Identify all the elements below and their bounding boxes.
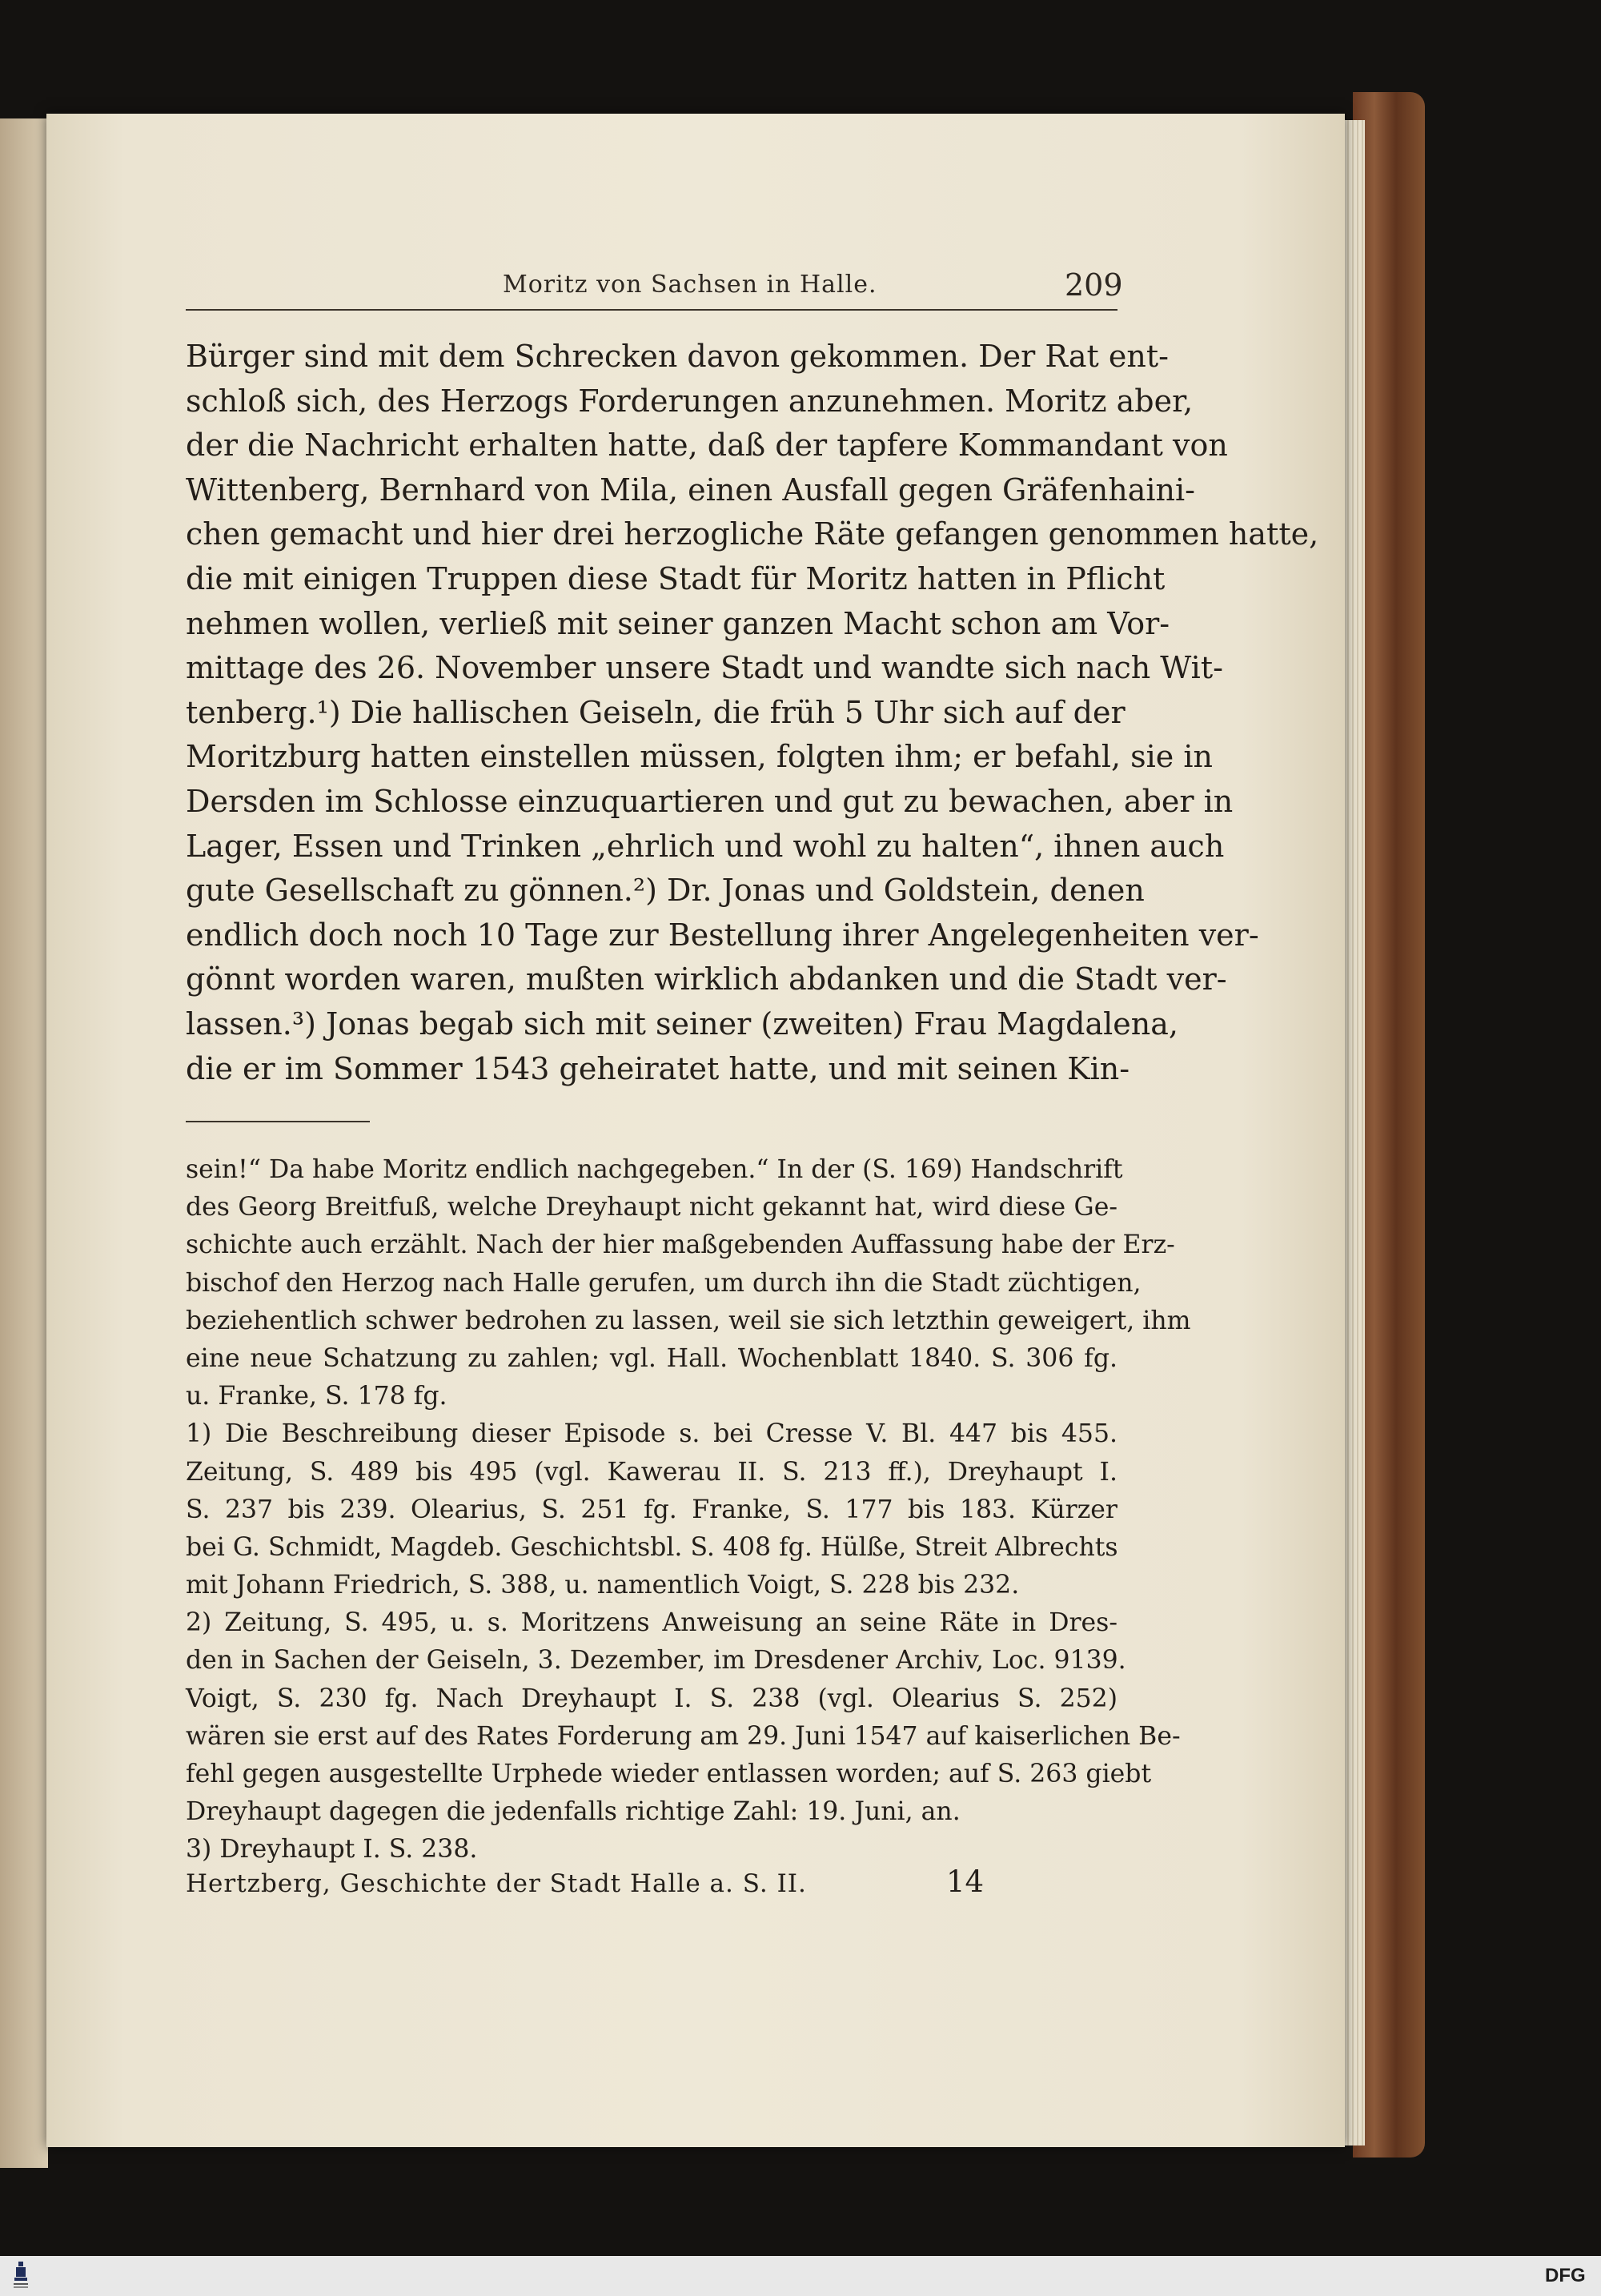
footnote-line: wären sie erst auf des Rates Forderung am 29. Juni 1547 auf kaiserlichen Be-	[186, 1721, 1181, 1751]
body-line: die er im Sommer 1543 geheiratet hatte, und mit seinen Kin-	[186, 1050, 1130, 1086]
body-line: der die Nachricht erhalten hatte, daß der tapfere Kommandant von	[186, 427, 1228, 464]
footnote-rule	[186, 1121, 370, 1122]
left-page-edge	[0, 118, 48, 2168]
body-line: mittage des 26. November unsere Stadt und wandte sich nach Wit-	[186, 650, 1223, 686]
footnote-line: bischof den Herzog nach Halle gerufen, um durch ihn die Stadt züchtigen,	[186, 1268, 1142, 1298]
body-line: tenberg.¹) Die hallischen Geiseln, die früh 5 Uhr sich auf der	[186, 694, 1126, 730]
printer-signature: Hertzberg, Geschichte der Stadt Halle a. S. II.	[186, 1869, 807, 1898]
body-line: chen gemacht und hier drei herzogliche Räte gefangen genommen hatte,	[186, 516, 1319, 552]
body-line: gönnt worden waren, mußten wirklich abdanken und die Stadt ver-	[186, 961, 1227, 997]
body-line: gute Gesellschaft zu gönnen.²) Dr. Jonas und Goldstein, denen	[186, 873, 1145, 909]
body-line: Bürger sind mit dem Schrecken davon gekommen. Der Rat ent-	[186, 339, 1169, 374]
footnote-line: Voigt, S. 230 fg. Nach Dreyhaupt I. S. 238 (vgl. Olearius S. 252)	[186, 1684, 1117, 1713]
body-text	[186, 335, 1319, 1091]
footnote-line: schichte auch erzählt. Nach der hier maßgebenden Auffassung habe der Erz-	[186, 1230, 1175, 1260]
footnote-line: u. Franke, S. 178 fg.	[186, 1382, 447, 1411]
body-line: schloß sich, des Herzogs Forderungen anzunehmen. Moritz aber,	[186, 383, 1194, 419]
header-rule	[186, 309, 1117, 311]
running-head: Moritz von Sachsen in Halle.	[503, 271, 877, 299]
footnote-line: sein!“ Da habe Moritz endlich nachgegeben.“ In der (S. 169) Handschrift	[186, 1155, 1123, 1184]
library-crest-icon	[11, 2260, 30, 2292]
footnote-line: 3) Dreyhaupt I. S. 238.	[186, 1835, 478, 1864]
footnote-line: beziehentlich schwer bedrohen zu lassen, weil sie sich letzthin geweigert, ihm	[186, 1306, 1191, 1335]
footnote-line: 1) Die Beschreibung dieser Episode s. bei Cresse V. Bl. 447 bis 455.	[186, 1419, 1117, 1449]
footnote-line: bei G. Schmidt, Magdeb. Geschichtsbl. S. 408 fg. Hülße, Streit Albrechts	[186, 1532, 1118, 1562]
dfg-logo: DFG	[1545, 2265, 1586, 2286]
body-line: Moritzburg hatten einstellen müssen, folgten ihm; er befahl, sie in	[186, 739, 1214, 775]
footnote-line: eine neue Schatzung zu zahlen; vgl. Hall. Wochenblatt 1840. S. 306 fg.	[186, 1343, 1117, 1373]
footnote-line: Dreyhaupt dagegen die jedenfalls richtige Zahl: 19. Juni, an.	[186, 1797, 961, 1827]
footnote-line: Zeitung, S. 489 bis 495 (vgl. Kawerau II. S. 213 ff.), Dreyhaupt I.	[186, 1457, 1117, 1487]
footnote-line: den in Sachen der Geiseln, 3. Dezember, im Dresdener Archiv, Loc. 9139.	[186, 1646, 1126, 1676]
body-line: lassen.³) Jonas begab sich mit seiner (zweiten) Frau Magdalena,	[186, 1006, 1178, 1042]
body-line: Wittenberg, Bernhard von Mila, einen Ausfall gegen Gräfenhaini-	[186, 472, 1195, 508]
footnote-line: S. 237 bis 239. Olearius, S. 251 fg. Franke, S. 177 bis 183. Kürzer	[186, 1495, 1117, 1524]
page-number: 209	[1065, 267, 1123, 303]
footnotes	[186, 1151, 1191, 1869]
footnote-line: mit Johann Friedrich, S. 388, u. namentlich Voigt, S. 228 bis 232.	[186, 1571, 1020, 1600]
viewer-footer-bar	[0, 2256, 1601, 2296]
footnote-line: fehl gegen ausgestellte Urphede wieder entlassen worden; auf S. 263 giebt	[186, 1760, 1152, 1788]
footnote-line: des Georg Breitfuß, welche Dreyhaupt nicht gekannt hat, wird diese Ge-	[186, 1193, 1117, 1222]
body-line: endlich doch noch 10 Tage zur Bestellung ihrer Angelegenheiten ver-	[186, 917, 1259, 953]
body-line: die mit einigen Truppen diese Stadt für Moritz hatten in Pflicht	[186, 560, 1166, 596]
body-line: Dersden im Schlosse einzuquartieren und gut zu bewachen, aber in	[186, 783, 1234, 819]
body-line: Lager, Essen und Trinken „ehrlich und wohl zu halten“, ihnen auch	[186, 828, 1225, 864]
footnote-line: 2) Zeitung, S. 495, u. s. Moritzens Anweisung an seine Räte in Dres-	[186, 1608, 1117, 1638]
signature-number: 14	[946, 1864, 985, 1899]
body-line: nehmen wollen, verließ mit seiner ganzen Macht schon am Vor-	[186, 605, 1170, 641]
